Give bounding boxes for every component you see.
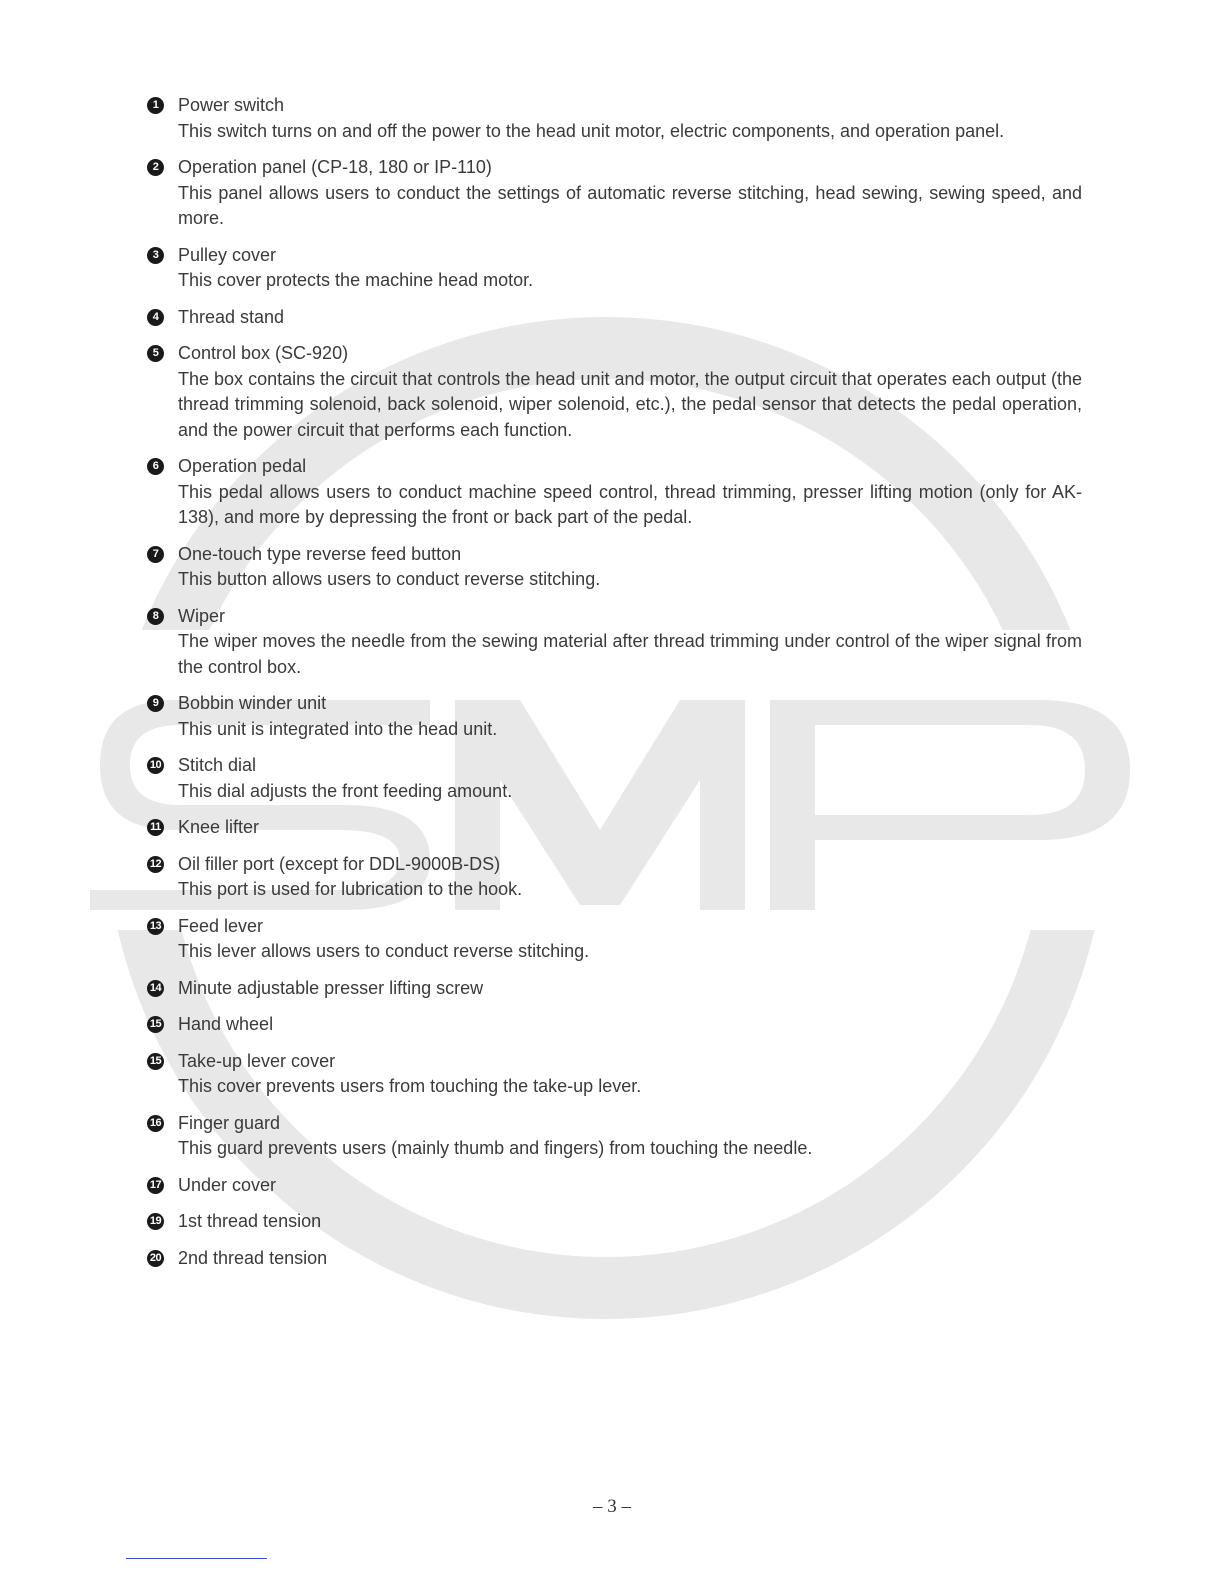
item-description: This pedal allows users to conduct machine speed control, thread trimming, presser lifting motion (only for AK-138), and more by depressing the front or back part of the pedal. <box>178 481 1082 527</box>
item-number-badge: 14 <box>147 980 164 997</box>
item-number-badge: 3 <box>147 247 164 264</box>
item-title: Pulley cover <box>178 244 277 265</box>
item-number-badge: 16 <box>147 1115 164 1132</box>
item-number-badge: 15 <box>147 1053 164 1070</box>
item-description: This dial adjusts the front feeding amount. <box>178 780 513 801</box>
item-title: Stitch dial <box>178 755 257 775</box>
item-description: This lever allows users to conduct reverse stitching. <box>178 941 590 961</box>
item-number-badge: 1 <box>147 97 164 114</box>
item-description: The box contains the circuit that controls the head unit and motor, the output circuit that operates each output (the thread trimming solenoid, back solenoid, wiper solenoid, etc.), the pedal sensor that detects the pedal operation, and the power circuit that performs each function. <box>178 368 1082 440</box>
item-description: This button allows users to conduct reverse stitching. <box>178 569 601 589</box>
item-title: Finger guard <box>178 1112 281 1133</box>
item-description: This panel allows users to conduct the settings of automatic reverse stitching, head sewing, sewing speed, and more. <box>178 182 1082 228</box>
list-item <box>147 155 1082 232</box>
item-title: Operation pedal <box>178 456 307 476</box>
list-item <box>147 454 1082 531</box>
item-number-badge: 19 <box>147 1213 164 1230</box>
item-title: Under cover <box>178 1174 277 1195</box>
list-item <box>147 1049 1082 1100</box>
item-title: Power switch <box>178 95 285 115</box>
list-item <box>147 1209 1082 1235</box>
item-number-badge: 8 <box>147 608 164 625</box>
item-number-badge: 20 <box>147 1250 164 1267</box>
item-title: 2nd thread tension <box>178 1247 328 1268</box>
component-list <box>147 93 1082 1282</box>
list-item <box>147 243 1082 294</box>
item-title: Minute adjustable presser lifting screw <box>178 977 484 998</box>
page-number: – 3 – <box>593 1496 631 1517</box>
list-item <box>147 852 1082 903</box>
list-item <box>147 604 1082 681</box>
item-number-badge: 6 <box>147 458 164 475</box>
list-item <box>147 815 1082 841</box>
list-item <box>147 691 1082 742</box>
item-number-badge: 4 <box>147 309 164 326</box>
item-number-badge: 7 <box>147 546 164 563</box>
item-number-badge: 15 <box>147 1016 164 1033</box>
list-item <box>147 976 1082 1002</box>
item-number-badge: 13 <box>147 918 164 935</box>
item-title: Wiper <box>178 605 226 626</box>
item-title: Feed lever <box>178 915 264 936</box>
item-title: Bobbin winder unit <box>178 693 327 713</box>
item-number-badge: 12 <box>147 856 164 873</box>
list-item <box>147 341 1082 443</box>
list-item <box>147 1173 1082 1199</box>
item-title: One-touch type reverse feed button <box>178 543 462 564</box>
list-item <box>147 305 1082 331</box>
list-item <box>147 1012 1082 1038</box>
list-item <box>147 542 1082 593</box>
item-number-badge: 2 <box>147 159 164 176</box>
item-number-badge: 17 <box>147 1177 164 1194</box>
item-title: Thread stand <box>178 306 285 327</box>
item-title: Hand wheel <box>178 1014 274 1034</box>
footer-rule <box>126 1558 267 1559</box>
item-number-badge: 10 <box>147 757 164 774</box>
item-title: Operation panel (CP-18, 180 or IP-110) <box>178 157 492 177</box>
list-item <box>147 914 1082 965</box>
item-title: Take-up lever cover <box>178 1050 336 1071</box>
item-title: 1st thread tension <box>178 1211 322 1231</box>
item-description: This port is used for lubrication to the hook. <box>178 879 523 899</box>
item-description: This switch turns on and off the power to the head unit motor, electric components, and operation panel. <box>178 120 1005 141</box>
item-number-badge: 9 <box>147 695 164 712</box>
item-title: Control box (SC-920) <box>178 343 349 363</box>
item-description: This cover protects the machine head motor. <box>178 270 534 290</box>
item-title: Knee lifter <box>178 817 260 837</box>
list-item <box>147 1111 1082 1162</box>
list-item <box>147 753 1082 804</box>
list-item <box>147 1246 1082 1272</box>
item-description: This guard prevents users (mainly thumb and fingers) from touching the needle. <box>178 1138 813 1158</box>
list-item <box>147 93 1082 144</box>
item-description: The wiper moves the needle from the sewing material after thread trimming under control of the wiper signal from the control box. <box>178 631 1082 677</box>
item-number-badge: 5 <box>147 345 164 362</box>
item-title: Oil filler port (except for DDL-9000B-DS) <box>178 853 501 874</box>
item-number-badge: 11 <box>147 819 164 836</box>
item-description: This unit is integrated into the head unit. <box>178 718 498 739</box>
item-description: This cover prevents users from touching the take-up lever. <box>178 1076 642 1096</box>
